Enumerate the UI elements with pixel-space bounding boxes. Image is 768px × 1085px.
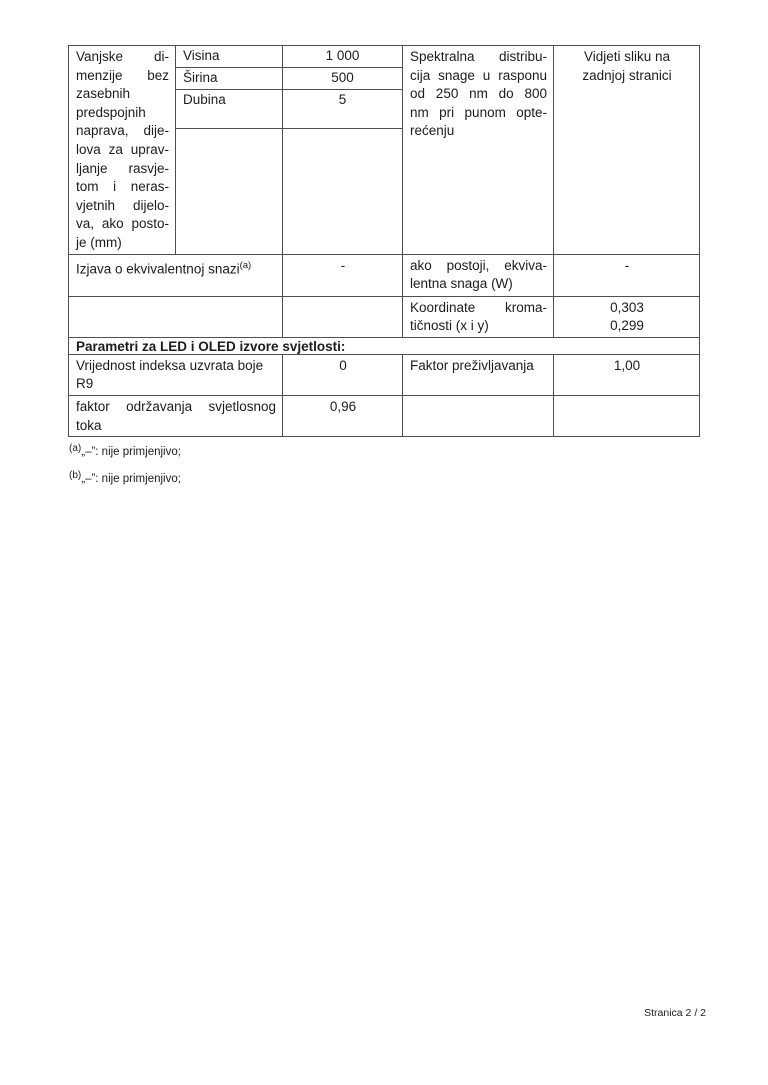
r9-index-label: Vrijednost indeksa uzvrata boje R9 bbox=[76, 357, 264, 392]
table-row bbox=[69, 337, 700, 354]
equivalent-power-label-cell bbox=[403, 254, 554, 296]
table-row bbox=[69, 395, 700, 436]
footnote-a-marker: (a) bbox=[69, 443, 82, 454]
dimension-values-cell bbox=[283, 46, 403, 255]
dimension-name-list bbox=[176, 46, 282, 129]
outer-dimensions-label-cell bbox=[69, 46, 176, 255]
outer-dimensions-label: Vanjske di- menzije bez zasebnih predspojnih naprava, dije- lova za uprav- ljanje rasvje- tom i neras- vjetnih dijelo- va, ako posto- je (mm) bbox=[76, 49, 169, 250]
footnote-b bbox=[69, 464, 181, 491]
see-figure-cell bbox=[554, 46, 700, 255]
page-number: Stranica 2 / 2 bbox=[644, 1007, 706, 1019]
equivalent-power-declaration-cell bbox=[69, 254, 283, 296]
dimension-names-cell bbox=[176, 46, 283, 255]
lumen-maintenance-label-cell bbox=[69, 395, 283, 436]
empty-cell bbox=[554, 395, 700, 436]
lumen-maintenance-label: faktor održavanja svjetlosnog toka bbox=[76, 398, 276, 433]
spectral-distribution-label: Spektralna distribu- cija snage u rasponu od 250 nm do 800 nm pri punom opte- rećenju bbox=[410, 49, 547, 139]
lumen-maintenance-value: 0,96 bbox=[283, 395, 403, 436]
footnote-ref-a: (a) bbox=[239, 259, 252, 271]
equivalent-power-declaration-value: - bbox=[283, 254, 403, 296]
chromaticity-values-cell bbox=[554, 296, 700, 337]
empty-cell bbox=[69, 296, 283, 337]
chromaticity-label: Koordinate kroma- tičnosti (x i y) bbox=[410, 299, 547, 334]
table-row bbox=[69, 254, 700, 296]
chromaticity-label-cell bbox=[403, 296, 554, 337]
equivalent-power-declaration-label: Izjava o ekvivalentnoj snazi bbox=[76, 261, 240, 277]
footnotes bbox=[69, 437, 181, 491]
spectral-distribution-label-cell bbox=[403, 46, 554, 255]
table-row bbox=[69, 296, 700, 337]
dim-row-width-value: 500 bbox=[283, 68, 402, 90]
chromaticity-values: 0,303 0,299 bbox=[610, 299, 644, 334]
led-oled-section-header: Parametri za LED i OLED izvore svjetlosti: bbox=[69, 337, 700, 354]
empty-cell bbox=[403, 395, 554, 436]
r9-index-label-cell bbox=[69, 354, 283, 395]
empty-cell bbox=[283, 296, 403, 337]
footnote-b-text: „–”: nije primjenjivo; bbox=[81, 473, 181, 485]
equivalent-power-value: - bbox=[554, 254, 700, 296]
survival-factor-value: 1,00 bbox=[554, 354, 700, 395]
table-row bbox=[69, 354, 700, 395]
footnote-a bbox=[69, 437, 181, 464]
dim-row-height-label: Visina bbox=[176, 46, 282, 68]
footnote-b-marker: (b) bbox=[69, 470, 82, 481]
table-row bbox=[69, 46, 700, 255]
see-figure-text: Vidjeti sliku na zadnjoj stranici bbox=[582, 49, 672, 83]
dim-row-height-value: 1 000 bbox=[283, 46, 402, 68]
r9-index-value: 0 bbox=[283, 354, 403, 395]
dim-row-depth-label: Dubina bbox=[176, 90, 282, 129]
equivalent-power-label: ako postoji, ekviva- lentna snaga (W) bbox=[410, 257, 547, 292]
dim-row-width-label: Širina bbox=[176, 68, 282, 90]
survival-factor-label: Faktor preživljavanja bbox=[403, 354, 554, 395]
dim-row-depth-value: 5 bbox=[283, 90, 402, 129]
dimension-value-list bbox=[283, 46, 402, 129]
footnote-a-text: „–”: nije primjenjivo; bbox=[81, 446, 181, 458]
datasheet-table bbox=[68, 45, 700, 437]
